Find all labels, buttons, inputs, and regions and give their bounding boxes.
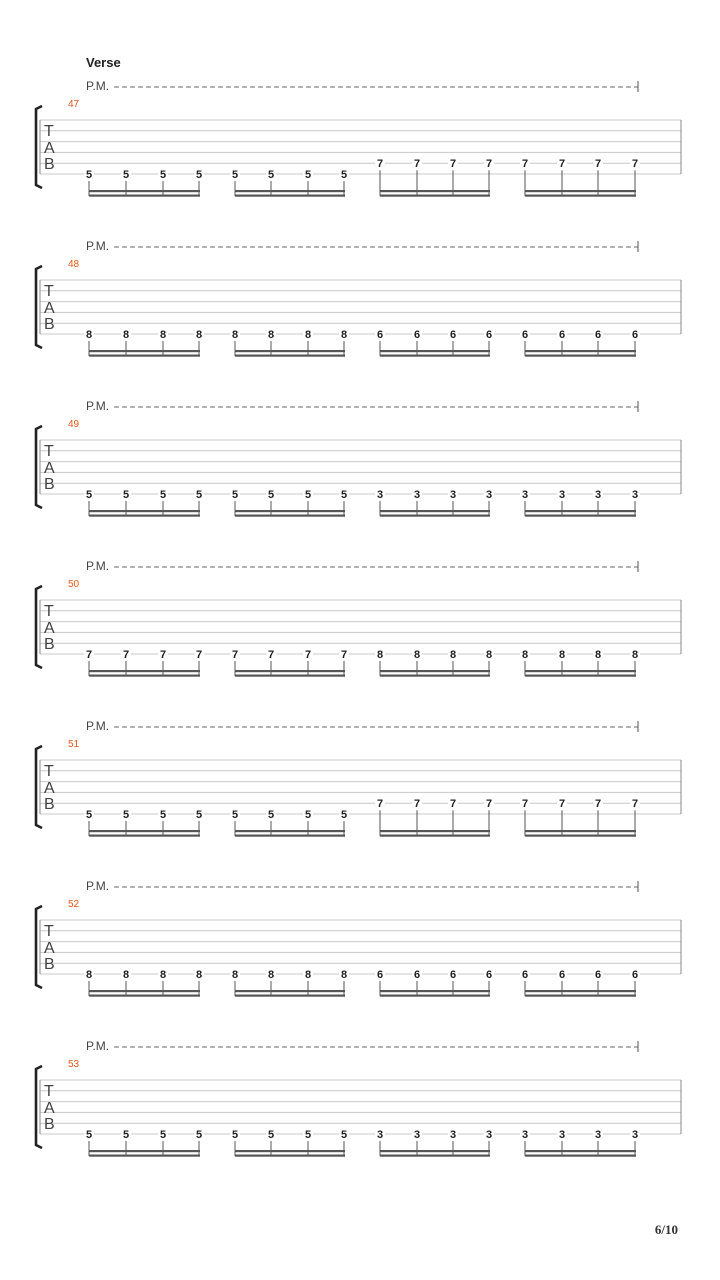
fret-number: 6 [376,329,384,341]
fret-number: 3 [413,489,421,501]
beam [380,995,490,997]
fret-number: 5 [267,489,275,501]
fret-number: 3 [631,489,639,501]
fret-number: 6 [485,329,493,341]
tab-clef-letter: T [44,443,54,460]
fret-number: 6 [413,969,421,981]
beam [380,675,490,677]
tab-clef-letter: A [44,620,55,637]
beam [235,515,345,517]
beam [380,990,490,992]
fret-number: 5 [304,809,312,821]
fret-number: 5 [85,809,93,821]
tab-clef-letter: A [44,940,55,957]
fret-number: 3 [485,1129,493,1141]
beam [89,835,200,837]
fret-number: 6 [521,329,529,341]
fret-number: 5 [85,489,93,501]
beam [380,350,490,352]
fret-number: 5 [85,169,93,181]
fret-number: 3 [449,1129,457,1141]
fret-number: 3 [376,489,384,501]
beam [235,195,345,197]
fret-number: 5 [340,1129,348,1141]
tab-system [36,719,681,837]
fret-number: 7 [558,798,566,811]
beam [89,510,200,512]
beam [89,670,200,672]
measure-number: 47 [68,99,80,110]
fret-number: 3 [558,489,566,501]
beam [235,990,345,992]
tab-clef-letter: B [44,796,55,813]
fret-number: 6 [376,969,384,981]
fret-number: 3 [631,1129,639,1141]
fret-number: 8 [340,329,348,341]
fret-number: 8 [85,329,93,341]
fret-number: 7 [631,798,639,811]
fret-number: 6 [631,329,639,341]
beam [235,835,345,837]
fret-number: 5 [195,809,203,821]
fret-number: 5 [85,1129,93,1141]
fret-number: 5 [231,1129,239,1141]
beam [89,675,200,677]
beam [525,670,636,672]
fret-number: 8 [122,329,130,341]
tab-clef-letter: A [44,460,55,477]
beam [235,830,345,832]
fret-number: 8 [122,969,130,981]
system-bracket [36,426,42,508]
beam [525,195,636,197]
fret-number: 8 [231,329,239,341]
beam [235,1150,345,1152]
beam [380,835,490,837]
beam [380,515,490,517]
fret-number: 7 [122,649,130,661]
beam [235,350,345,352]
tab-clef-letter: T [44,923,54,940]
fret-number: 7 [413,798,421,811]
beam [380,670,490,672]
beam [525,355,636,357]
beam [89,350,200,352]
fret-number: 7 [631,158,639,171]
tab-clef-letter: B [44,316,55,333]
fret-number: 7 [340,649,348,661]
fret-number: 7 [376,798,384,811]
system-bracket [36,586,42,668]
fret-number: 6 [413,329,421,341]
fret-number: 7 [376,158,384,171]
fret-number: 3 [449,489,457,501]
fret-number: 8 [631,649,639,661]
fret-number: 8 [521,649,529,661]
tab-system [36,559,681,677]
palm-mute-label: P.M. [86,559,110,573]
fret-number: 5 [122,809,130,821]
fret-number: 3 [594,489,602,501]
fret-number: 8 [267,329,275,341]
fret-number: 7 [304,649,312,661]
fret-number: 5 [267,1129,275,1141]
tab-clef-letter: T [44,603,54,620]
tab-clef-letter: A [44,140,55,157]
tab-clef-letter: B [44,476,55,493]
tab-system [36,239,681,357]
fret-number: 5 [340,169,348,181]
beam [235,1155,345,1157]
fret-number: 6 [558,329,566,341]
system-bracket [36,266,42,348]
beam [89,1155,200,1157]
palm-mute-label: P.M. [86,239,110,253]
tab-clef-letter: T [44,123,54,140]
palm-mute-label: P.M. [86,79,110,93]
beam [235,995,345,997]
fret-number: 6 [594,969,602,981]
fret-number: 8 [85,969,93,981]
measure-number: 49 [68,419,80,430]
beam [89,830,200,832]
fret-number: 8 [231,969,239,981]
fret-number: 6 [485,969,493,981]
fret-number: 8 [594,649,602,661]
fret-number: 6 [594,329,602,341]
fret-number: 3 [521,489,529,501]
tab-system [36,879,681,997]
beam [235,510,345,512]
palm-mute-label: P.M. [86,1039,110,1053]
beam [525,1155,636,1157]
tab-clef-letter: A [44,1100,55,1117]
beam [235,670,345,672]
fret-number: 7 [85,649,93,661]
fret-number: 8 [304,329,312,341]
beam [380,190,490,192]
system-bracket [36,906,42,988]
fret-number: 5 [267,169,275,181]
beam [380,355,490,357]
tab-system [36,79,681,197]
fret-number: 5 [195,169,203,181]
fret-number: 5 [304,489,312,501]
measure-number: 50 [68,579,80,590]
fret-number: 5 [304,1129,312,1141]
fret-number: 5 [231,809,239,821]
fret-number: 5 [195,1129,203,1141]
fret-number: 8 [267,969,275,981]
fret-number: 5 [122,1129,130,1141]
beam [235,190,345,192]
fret-number: 5 [195,489,203,501]
fret-number: 8 [159,969,167,981]
beam [89,995,200,997]
beam [89,190,200,192]
fret-number: 6 [449,329,457,341]
tab-system [36,1039,681,1157]
fret-number: 3 [558,1129,566,1141]
fret-number: 8 [558,649,566,661]
fret-number: 5 [231,489,239,501]
fret-number: 8 [195,329,203,341]
measure-number: 53 [68,1059,80,1070]
measure-number: 52 [68,899,80,910]
fret-number: 7 [521,158,529,171]
fret-number: 8 [195,969,203,981]
fret-number: 5 [267,809,275,821]
beam [525,675,636,677]
fret-number: 5 [122,489,130,501]
beam [525,190,636,192]
fret-number: 5 [159,489,167,501]
fret-number: 8 [340,969,348,981]
measure-number: 48 [68,259,80,270]
tab-system [36,399,681,517]
fret-number: 5 [159,169,167,181]
beam [525,835,636,837]
fret-number: 5 [159,1129,167,1141]
fret-number: 6 [558,969,566,981]
fret-number: 8 [304,969,312,981]
fret-number: 8 [413,649,421,661]
system-bracket [36,746,42,828]
beam [235,355,345,357]
fret-number: 5 [122,169,130,181]
beam [380,195,490,197]
fret-number: 3 [376,1129,384,1141]
fret-number: 8 [485,649,493,661]
fret-number: 7 [521,798,529,811]
fret-number: 7 [413,158,421,171]
fret-number: 7 [558,158,566,171]
fret-number: 5 [340,489,348,501]
fret-number: 7 [594,798,602,811]
beam [380,1150,490,1152]
fret-number: 8 [449,649,457,661]
fret-number: 5 [304,169,312,181]
fret-number: 6 [449,969,457,981]
beam [525,515,636,517]
beam [89,355,200,357]
beam [380,510,490,512]
tab-clef-letter: T [44,1083,54,1100]
fret-number: 3 [521,1129,529,1141]
fret-number: 7 [267,649,275,661]
fret-number: 3 [485,489,493,501]
measure-number: 51 [68,739,80,750]
tab-clef-letter: T [44,763,54,780]
fret-number: 7 [485,798,493,811]
fret-number: 3 [413,1129,421,1141]
fret-number: 8 [159,329,167,341]
system-bracket [36,106,42,188]
fret-number: 7 [485,158,493,171]
beam [525,350,636,352]
fret-number: 7 [449,798,457,811]
fret-number: 7 [449,158,457,171]
beam [235,675,345,677]
fret-number: 8 [376,649,384,661]
tab-clef-letter: B [44,956,55,973]
fret-number: 5 [340,809,348,821]
palm-mute-label: P.M. [86,719,110,733]
beam [525,1150,636,1152]
fret-number: 6 [631,969,639,981]
fret-number: 7 [231,649,239,661]
beam [380,830,490,832]
tab-clef-letter: A [44,780,55,797]
beam [525,510,636,512]
systems [36,79,681,1157]
beam [89,990,200,992]
fret-number: 7 [195,649,203,661]
palm-mute-label: P.M. [86,399,110,413]
fret-number: 3 [594,1129,602,1141]
system-bracket [36,1066,42,1148]
tab-clef-letter: B [44,1116,55,1133]
beam [525,990,636,992]
palm-mute-label: P.M. [86,879,110,893]
fret-number: 5 [231,169,239,181]
tab-clef-letter: T [44,283,54,300]
beam [89,1150,200,1152]
tab-clef-letter: B [44,636,55,653]
beam [89,515,200,517]
beam [380,1155,490,1157]
tab-clef-letter: B [44,156,55,173]
beam [89,195,200,197]
beam [525,830,636,832]
page-indicator: 6/10 [654,1222,678,1237]
tab-clef-letter: A [44,300,55,317]
section-label: Verse [86,55,121,70]
fret-number: 7 [159,649,167,661]
beam [525,995,636,997]
fret-number: 6 [521,969,529,981]
fret-number: 7 [594,158,602,171]
fret-number: 5 [159,809,167,821]
